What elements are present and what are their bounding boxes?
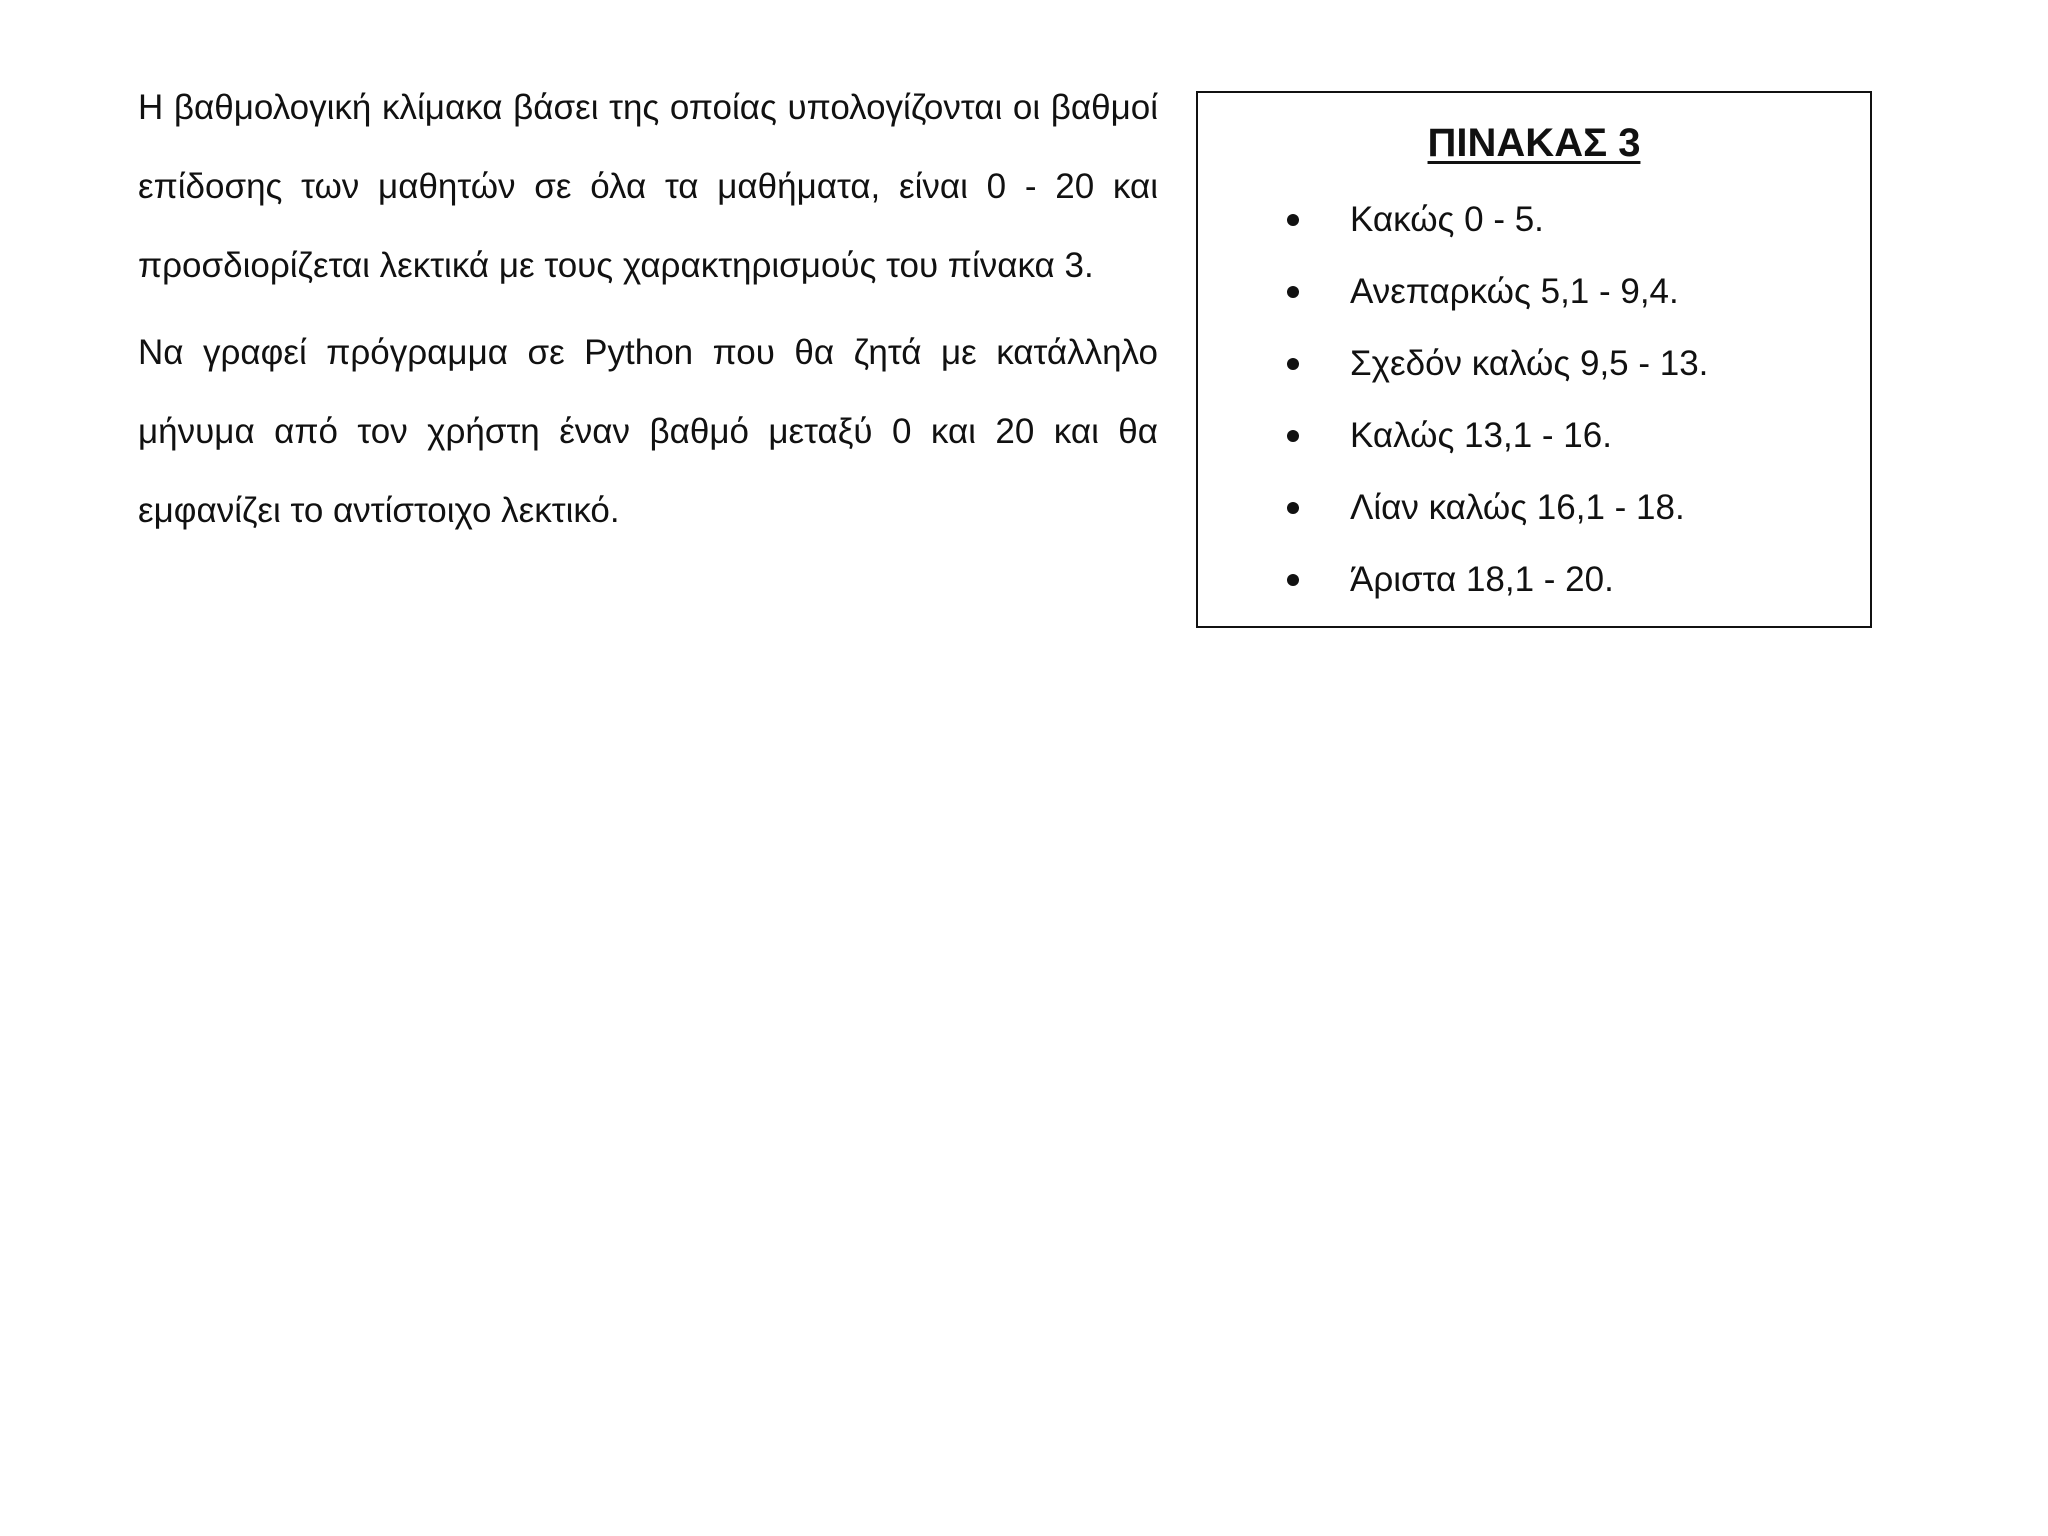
- list-item: [1198, 472, 1870, 544]
- grade-label: Άριστα 18,1 - 20.: [1350, 560, 1614, 599]
- problem-statement: [138, 68, 1158, 550]
- bullet-icon: [1287, 574, 1299, 586]
- bullet-icon: [1287, 358, 1299, 370]
- paragraph-grading-scale: Η βαθμολογική κλίμακα βάσει της οποίας υπολογίζονται οι βαθμοί επίδοσης των μαθητών σε όλα τα μαθήματα, είναι 0 - 20 και προσδιορίζεται λεκτικά με τους χαρακτηρισμούς του πίνακα 3.: [138, 88, 1158, 285]
- list-item: [1198, 328, 1870, 400]
- list-item: [1198, 256, 1870, 328]
- bullet-icon: [1287, 430, 1299, 442]
- grade-label: Καλώς 13,1 - 16.: [1350, 416, 1612, 455]
- bullet-icon: [1287, 286, 1299, 298]
- grade-label: Σχεδόν καλώς 9,5 - 13.: [1350, 344, 1709, 383]
- bullet-icon: [1287, 214, 1299, 226]
- paragraph-task: Να γραφεί πρόγραμμα σε Python που θα ζητά με κατάλληλο μήνυμα από τον χρήστη έναν βαθμό μεταξύ 0 και 20 και θα εμφανίζει το αντίστοιχο λεκτικό.: [138, 333, 1158, 530]
- list-item: [1198, 544, 1870, 616]
- list-item: [1198, 400, 1870, 472]
- bullet-icon: [1287, 502, 1299, 514]
- grade-list: [1198, 184, 1870, 616]
- list-item: [1198, 184, 1870, 256]
- table-3-box: [1196, 91, 1872, 628]
- grade-label: Ανεπαρκώς 5,1 - 9,4.: [1350, 272, 1679, 311]
- grade-label: Λίαν καλώς 16,1 - 18.: [1350, 488, 1685, 527]
- table-title: ΠΙΝΑΚΑΣ 3: [1427, 121, 1641, 165]
- grade-label: Κακώς 0 - 5.: [1350, 200, 1544, 239]
